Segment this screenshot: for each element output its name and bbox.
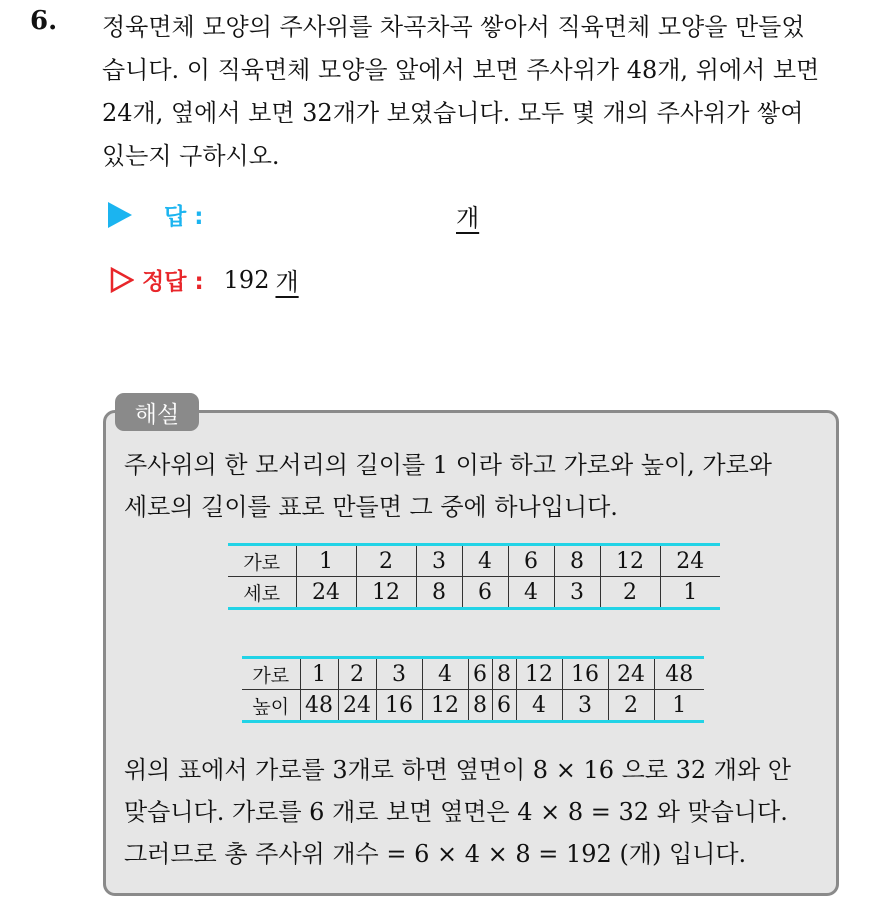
correct-answer-row [110, 262, 299, 297]
answer-unit: 개 [456, 204, 480, 232]
table-row-header: 가로 [242, 658, 300, 690]
table-cell: 16 [376, 690, 422, 722]
table-row-header: 세로 [228, 577, 296, 609]
width-height-table [242, 656, 704, 723]
table-cell: 8 [492, 658, 516, 690]
table-cell: 6 [508, 545, 554, 577]
table-cell: 12 [516, 658, 562, 690]
play-triangle-icon [108, 202, 132, 228]
table-cell: 48 [300, 690, 338, 722]
answer-row [108, 198, 203, 231]
table-row [228, 577, 720, 609]
correct-answer-value: 192 [223, 265, 270, 294]
table-cell: 24 [608, 658, 654, 690]
question-line: 습니다. 이 직육면체 모양을 앞에서 보면 주사위가 48개, 위에서 보면 [102, 56, 820, 84]
table-cell: 6 [468, 658, 492, 690]
table-cell: 4 [422, 658, 468, 690]
question-line: 24개, 옆에서 보면 32개가 보였습니다. 모두 몇 개의 주사위가 쌓여 [102, 99, 804, 127]
question-line: 있는지 구하시오. [102, 142, 280, 170]
explanation-line: 그러므로 총 주사위 개수 = 6 × 4 × 8 = 192 (개) 입니다. [124, 840, 747, 868]
table-cell: 24 [338, 690, 376, 722]
explanation-line: 주사위의 한 모서리의 길이를 1 이라 하고 가로와 높이, 가로와 [124, 451, 772, 479]
table-cell: 2 [600, 577, 660, 609]
table-cell: 1 [654, 690, 704, 722]
question-text [102, 6, 872, 178]
table-cell: 6 [462, 577, 508, 609]
width-depth-table [228, 543, 720, 610]
table-cell: 3 [562, 690, 608, 722]
table-cell: 1 [296, 545, 356, 577]
explanation-line: 맞습니다. 가로를 6 개로 보면 옆면은 4 × 8 = 32 와 맞습니다. [124, 798, 788, 826]
explanation-line: 세로의 길이를 표로 만들면 그 중에 하나입니다. [124, 493, 618, 521]
explanation-intro [124, 444, 834, 528]
table-cell: 2 [338, 658, 376, 690]
table-cell: 8 [416, 577, 462, 609]
table-cell: 8 [554, 545, 600, 577]
table-cell: 3 [416, 545, 462, 577]
outline-triangle-icon [110, 267, 134, 293]
table-cell: 3 [554, 577, 600, 609]
table-cell: 4 [516, 690, 562, 722]
table-cell: 8 [468, 690, 492, 722]
table-cell: 12 [422, 690, 468, 722]
table-cell: 3 [376, 658, 422, 690]
question-number: 6. [30, 6, 58, 36]
table-cell: 1 [300, 658, 338, 690]
table-cell: 4 [462, 545, 508, 577]
table-row [228, 545, 720, 577]
explanation-line: 위의 표에서 가로를 3개로 하면 옆면이 8 × 16 으로 32 개와 안 [124, 756, 791, 784]
table-cell: 16 [562, 658, 608, 690]
table-cell: 24 [296, 577, 356, 609]
table-cell: 48 [654, 658, 704, 690]
table-cell: 2 [356, 545, 416, 577]
question-line: 정육면체 모양의 주사위를 차곡차곡 쌓아서 직육면체 모양을 만들었 [102, 13, 805, 41]
answer-label: 답 : [164, 204, 204, 230]
table-cell: 24 [660, 545, 720, 577]
correct-answer-label: 정답 : [142, 269, 204, 295]
table-row-header: 높이 [242, 690, 300, 722]
table-cell: 6 [492, 690, 516, 722]
table-row [242, 690, 704, 722]
correct-answer-unit: 개 [275, 268, 299, 296]
table-cell: 1 [660, 577, 720, 609]
table-row [242, 658, 704, 690]
explanation-tag: 해설 [115, 393, 199, 431]
table-cell: 12 [356, 577, 416, 609]
table-cell: 2 [608, 690, 654, 722]
table-row-header: 가로 [228, 545, 296, 577]
explanation-conclusion [124, 749, 834, 875]
table-cell: 4 [508, 577, 554, 609]
table-cell: 12 [600, 545, 660, 577]
